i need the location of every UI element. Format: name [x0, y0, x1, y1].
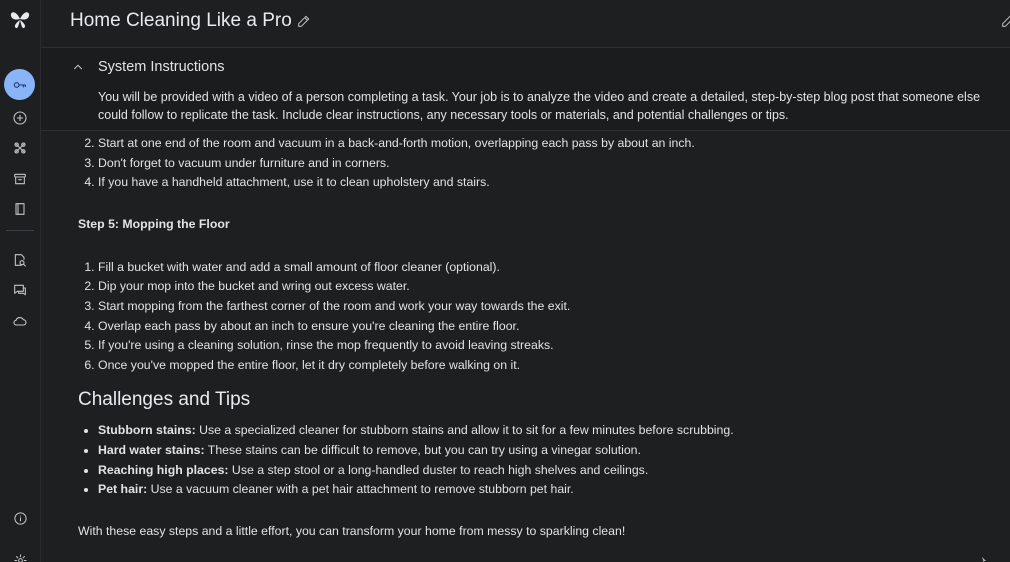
tip-label: Hard water stains: — [98, 442, 205, 457]
closing-paragraph: With these easy steps and a little effort, you can transform your home from messy to sparkling clean! — [78, 523, 626, 538]
list-item — [98, 421, 988, 441]
tip-text: These stains can be difficult to remove, but you can try using a vinegar solution. — [204, 442, 641, 457]
key-icon — [12, 77, 28, 93]
tune-icon — [12, 140, 28, 156]
sidebar-item-create[interactable] — [6, 104, 34, 132]
gemini-logo-icon[interactable] — [6, 6, 34, 34]
list-item: 5. If you're using a cleaning solution, rinse the mop frequently to avoid leaving streaks. — [98, 336, 988, 356]
list-item: 4. Overlap each pass by about an inch to ensure you're cleaning the entire floor. — [98, 317, 988, 337]
mouse-cursor-icon — [982, 550, 986, 556]
document-search-icon — [12, 252, 28, 268]
system-instructions-panel — [41, 48, 1010, 131]
sidebar-item-tune[interactable] — [6, 134, 34, 162]
tips-list — [78, 421, 988, 499]
sidebar-item-api-key[interactable] — [4, 69, 35, 100]
sidebar-item-docs[interactable] — [6, 195, 34, 223]
list-item: 3. Start mopping from the farthest corner of the room and work your way towards the exit. — [98, 297, 988, 317]
edit-icon[interactable] — [1000, 13, 1010, 29]
sidebar-item-library[interactable] — [6, 165, 34, 193]
info-icon — [13, 511, 28, 526]
tip-text: Use a vacuum cleaner with a pet hair attachment to remove stubborn pet hair. — [147, 482, 574, 497]
vacuum-steps-list — [78, 134, 988, 193]
section-heading: Challenges and Tips — [78, 389, 251, 411]
chevron-up-icon[interactable] — [71, 60, 85, 74]
sidebar — [0, 0, 41, 562]
page-title: Home Cleaning Like a Pro — [70, 10, 292, 31]
list-item: 3. Don't forget to vacuum under furniture and in corners. — [98, 154, 988, 174]
tip-text: Use a specialized cleaner for stubborn stains and allow it to sit for a few minutes before scrubbing. — [195, 423, 734, 438]
response-content — [78, 130, 988, 538]
list-item: 2. Start at one end of the room and vacuum in a back-and-forth motion, overlapping each pass by about an inch. — [98, 134, 988, 154]
tip-label: Reaching high places: — [98, 462, 229, 477]
sidebar-item-search-docs[interactable] — [6, 246, 34, 274]
list-item: 6. Once you've mopped the entire floor, let it dry completely before walking on it. — [98, 356, 988, 376]
sidebar-item-chat[interactable] — [6, 276, 34, 304]
sidebar-divider — [6, 230, 34, 231]
system-instructions-text[interactable]: You will be provided with a video of a person completing a task. Your job is to analyze the video and create a detailed, step-by-step blog post that someone else could follow to replicate the task. Include clear instructions, any necessary tools or materials, and potential challenges or tips. — [98, 90, 981, 122]
sidebar-item-cloud[interactable] — [6, 307, 34, 335]
list-item — [98, 441, 988, 461]
tip-label: Stubborn stains: — [98, 423, 196, 438]
list-item — [98, 480, 988, 500]
list-item: 2. Dip your mop into the bucket and wring out excess water. — [98, 277, 988, 297]
tip-text: Use a step stool or a long-handled duster to reach high shelves and ceilings. — [228, 462, 649, 477]
list-item: 4. If you have a handheld attachment, use it to clean upholstery and stairs. — [98, 173, 988, 193]
pencil-icon[interactable] — [296, 13, 312, 29]
archive-icon — [12, 171, 28, 187]
header — [41, 0, 1010, 48]
mopping-steps-list — [78, 258, 988, 376]
list-item: 1. Fill a bucket with water and add a small amount of floor cleaner (optional). — [98, 258, 988, 278]
sidebar-item-info[interactable] — [6, 504, 34, 532]
list-item — [98, 461, 988, 481]
settings-icon — [13, 553, 28, 562]
tip-label: Pet hair: — [98, 482, 148, 497]
book-icon — [12, 201, 28, 217]
cloud-icon — [12, 313, 28, 329]
system-instructions-title[interactable]: System Instructions — [98, 59, 225, 75]
chat-icon — [12, 282, 28, 298]
sidebar-item-settings[interactable] — [6, 546, 34, 562]
add-icon — [12, 110, 28, 126]
step-heading: Step 5: Mopping the Floor — [78, 216, 230, 231]
